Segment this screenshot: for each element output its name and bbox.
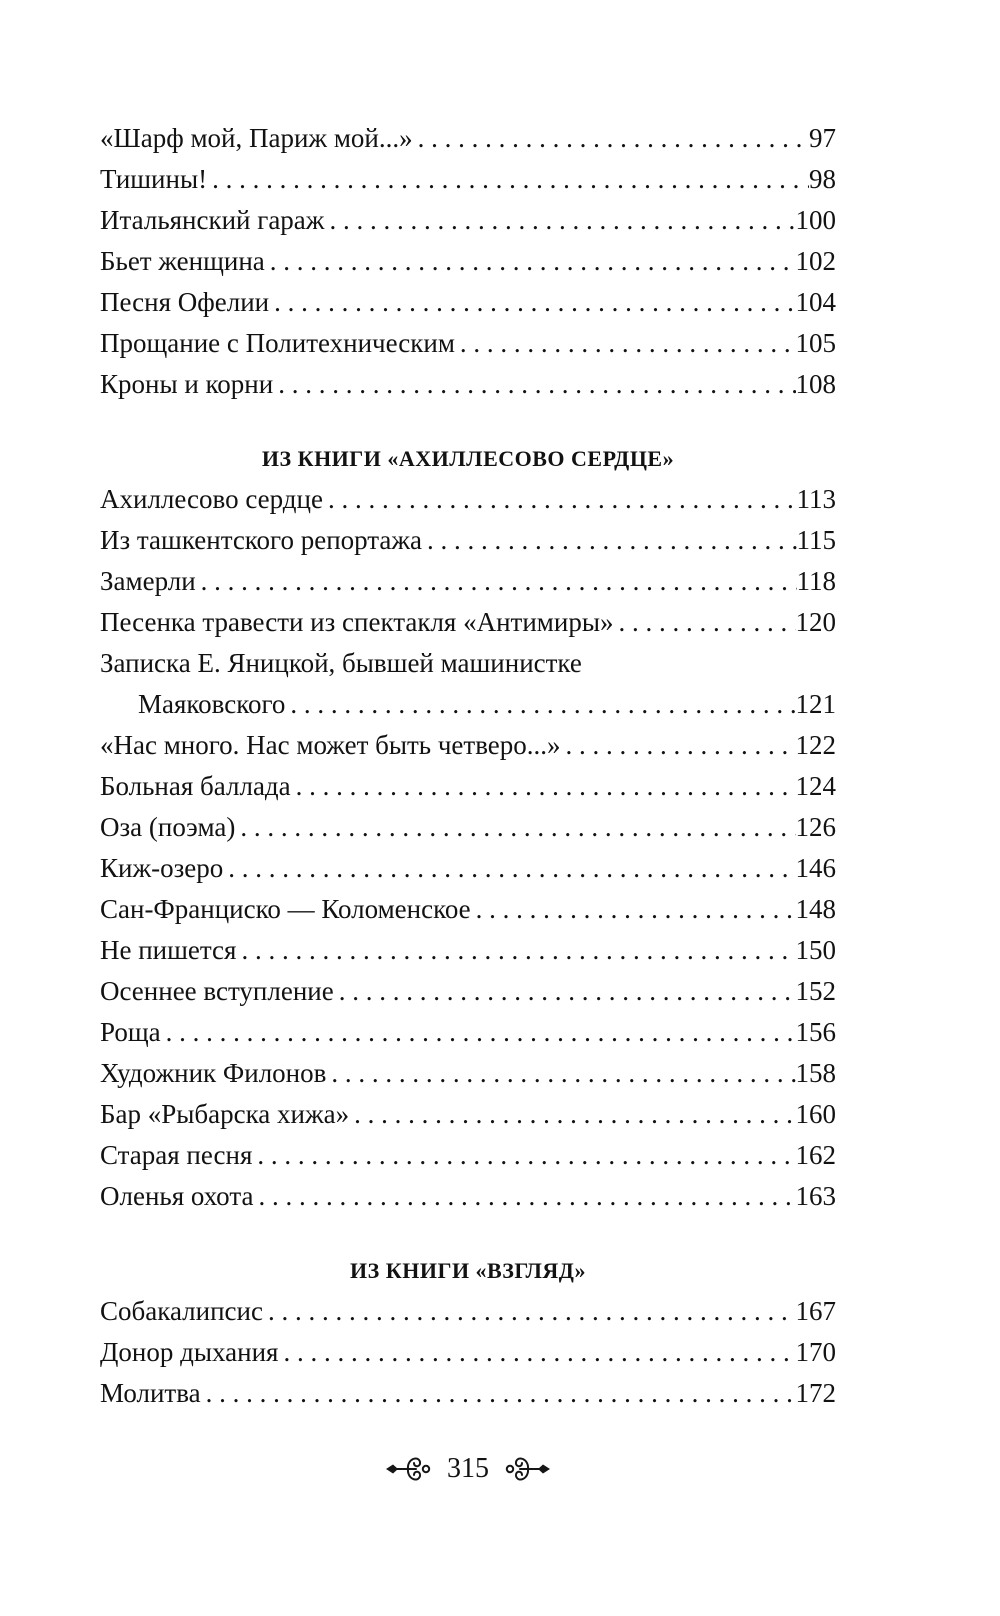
toc-entry-title: Оленья охота: [100, 1181, 254, 1211]
toc-entry-title: Из ташкентского репортажа: [100, 525, 423, 555]
toc-entry: [100, 602, 836, 643]
toc-entry-title-continuation: Маяковского: [138, 689, 286, 719]
toc-entry-title: Ахиллесово сердце: [100, 484, 323, 514]
toc-entry-title: Замерли: [100, 566, 196, 596]
toc-entry: [100, 520, 836, 561]
dot-leader: [291, 766, 796, 807]
section-heading: ИЗ КНИГИ «ВЗГЛЯД»: [350, 1258, 586, 1283]
toc-entry-title: Старая песня: [100, 1140, 253, 1170]
toc-entry-title: Бар «Рыбарска хижа»: [100, 1099, 350, 1129]
dot-leader: [285, 684, 795, 725]
dot-leader: [263, 1291, 796, 1332]
dot-leader: [455, 323, 796, 364]
dot-leader: [196, 561, 797, 602]
toc-entry-page-number: 160: [795, 1099, 836, 1129]
table-of-contents: [100, 118, 836, 1414]
toc-entry: [100, 1012, 836, 1053]
section-heading: ИЗ КНИГИ «АХИЛЛЕСОВО СЕРДЦЕ»: [261, 446, 675, 471]
toc-entry: [100, 889, 836, 930]
toc-entry: [100, 1373, 836, 1414]
toc-entry-page-number: 113: [796, 484, 836, 514]
dot-leader: [223, 848, 795, 889]
toc-entry: [100, 766, 836, 807]
dot-leader: [561, 725, 796, 766]
toc-entry-page-number: 120: [795, 607, 836, 637]
dot-leader: [323, 479, 797, 520]
toc-entry: [100, 971, 836, 1012]
toc-entry-title: Записка Е. Яницкой, бывшей машинистке: [100, 648, 582, 678]
toc-entry-title: Не пишется: [100, 935, 237, 965]
toc-group: [100, 1250, 836, 1414]
dot-leader: [235, 807, 795, 848]
toc-entry-page-number: 162: [795, 1140, 836, 1170]
dot-leader: [252, 1135, 795, 1176]
toc-entry: [100, 807, 836, 848]
toc-entry-page-number: 122: [795, 730, 836, 760]
toc-entry-page-number: 158: [795, 1058, 836, 1088]
dot-leader: [422, 520, 796, 561]
toc-entry-title: Сан-Франциско — Коломенское: [100, 894, 471, 924]
dot-leader: [324, 200, 795, 241]
toc-entry: [100, 1332, 836, 1373]
dot-leader: [613, 602, 795, 643]
toc-entry-title: Художник Филонов: [100, 1058, 327, 1088]
toc-entry-title: Оза (поэма): [100, 812, 236, 842]
toc-entry-page-number: 98: [809, 164, 836, 194]
toc-group: [100, 118, 836, 405]
toc-entry-title: Донор дыхания: [100, 1337, 279, 1367]
toc-entry: [100, 241, 836, 282]
toc-entry: [100, 1094, 836, 1135]
toc-entry-title: Собакалипсис: [100, 1296, 263, 1326]
toc-entry-page-number: 102: [795, 246, 836, 276]
toc-entry-page-number: 167: [795, 1296, 836, 1326]
toc-entry-title: Песенка травести из спектакля «Антимиры»: [100, 607, 614, 637]
toc-entry-page-number: 126: [795, 812, 836, 842]
toc-entry-title: Молитва: [100, 1378, 201, 1408]
dot-leader: [413, 118, 809, 159]
toc-entry-title: Больная баллада: [100, 771, 291, 801]
dot-leader: [326, 1053, 795, 1094]
toc-entry-title: Бьет женщина: [100, 246, 265, 276]
toc-entry-page-number: 152: [795, 976, 836, 1006]
toc-entry: [100, 282, 836, 323]
toc-entry-page-number: 115: [796, 525, 836, 555]
toc-entry: [100, 930, 836, 971]
page-number: 315: [447, 1453, 489, 1484]
fleuron-ornament-right: [505, 1452, 551, 1486]
dot-leader: [207, 159, 809, 200]
toc-entry: [100, 1291, 836, 1332]
toc-entry-title: Киж-озеро: [100, 853, 224, 883]
toc-entry-page-number: 146: [795, 853, 836, 883]
toc-entry-line2: [100, 684, 836, 725]
dot-leader: [273, 364, 795, 405]
toc-entry-title: Кроны и корни: [100, 369, 274, 399]
toc-entry-page-number: 97: [809, 123, 836, 153]
toc-entry-page-number: 148: [795, 894, 836, 924]
dot-leader: [278, 1332, 795, 1373]
dot-leader: [161, 1012, 796, 1053]
toc-entry-page-number: 124: [795, 771, 836, 801]
toc-group: [100, 438, 836, 1217]
toc-entry-page-number: 156: [795, 1017, 836, 1047]
dot-leader: [334, 971, 796, 1012]
toc-entry-title: «Шарф мой, Париж мой...»: [100, 123, 413, 153]
toc-entry-page-number: 150: [795, 935, 836, 965]
toc-entry-title: Прощание с Политехническим: [100, 328, 455, 358]
toc-entry-title: Итальянский гараж: [100, 205, 325, 235]
toc-entry: [100, 1176, 836, 1217]
fleuron-ornament-left: [385, 1452, 431, 1486]
toc-entry-title: Тишины!: [100, 164, 208, 194]
toc-entry: [100, 159, 836, 200]
toc-entry-line1: [100, 643, 836, 684]
toc-entry: [100, 479, 836, 520]
toc-entry-page-number: 108: [795, 369, 836, 399]
toc-entry-title: «Нас много. Нас может быть четверо...»: [100, 730, 561, 760]
toc-entry-page-number: 163: [795, 1181, 836, 1211]
toc-entry: [100, 725, 836, 766]
toc-entry-page-number: 118: [796, 566, 836, 596]
toc-entry: [100, 848, 836, 889]
toc-entry-title: Осеннее вступление: [100, 976, 334, 1006]
toc-entry: [100, 118, 836, 159]
dot-leader: [471, 889, 796, 930]
toc-entry-page-number: 172: [795, 1378, 836, 1408]
toc-entry-title: Роща: [100, 1017, 161, 1047]
toc-entry-page-number: 121: [795, 689, 836, 719]
dot-leader: [236, 930, 795, 971]
toc-entry: [100, 1053, 836, 1094]
toc-entry: [100, 561, 836, 602]
dot-leader: [265, 241, 796, 282]
toc-entry-title: Песня Офелии: [100, 287, 270, 317]
toc-entry: [100, 200, 836, 241]
toc-entry-page-number: 170: [795, 1337, 836, 1367]
dot-leader: [201, 1373, 796, 1414]
toc-entry-page-number: 100: [795, 205, 836, 235]
dot-leader: [269, 282, 795, 323]
toc-entry-page-number: 105: [795, 328, 836, 358]
toc-entry: [100, 364, 836, 405]
page-footer: [100, 1452, 836, 1486]
dot-leader: [253, 1176, 795, 1217]
dot-leader: [349, 1094, 795, 1135]
toc-entry: [100, 323, 836, 364]
toc-entry: [100, 1135, 836, 1176]
toc-entry-page-number: 104: [795, 287, 836, 317]
